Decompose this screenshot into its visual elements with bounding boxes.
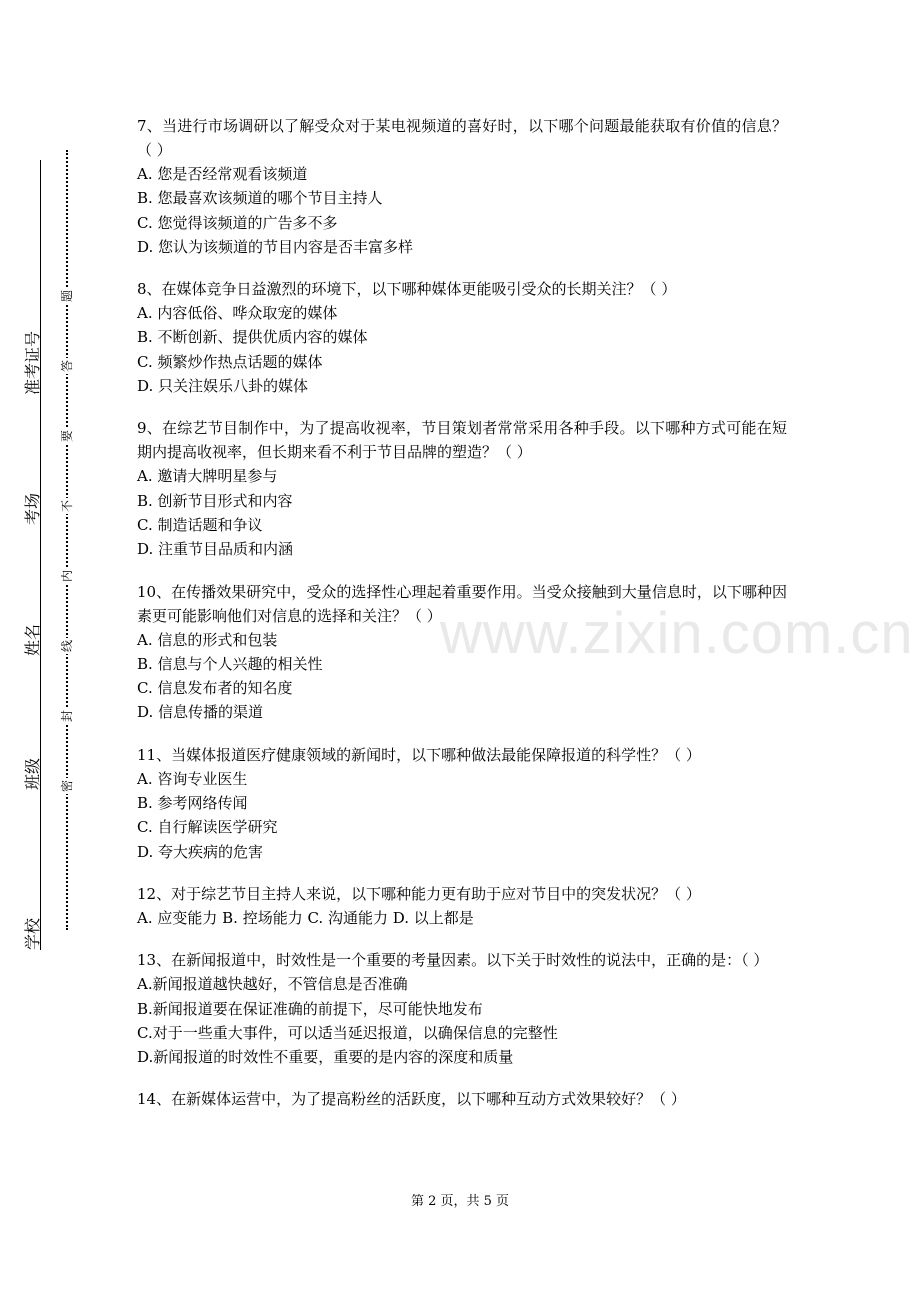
- seal-char: 封: [60, 710, 74, 723]
- watermark: www.zixin.com.cn: [440, 601, 914, 666]
- option-d: D. 信息传播的渠道: [137, 703, 264, 722]
- seal-char: 答: [60, 360, 74, 373]
- seal-dotted-line: [66, 150, 68, 930]
- option-b: B. 不断创新、提供优质内容的媒体: [137, 328, 368, 347]
- option-c: C. 您觉得该频道的广告多不多: [137, 213, 338, 232]
- option-b: B. 信息与个人兴趣的相关性: [137, 654, 323, 673]
- option-a: A. 邀请大牌明星参与: [137, 467, 278, 486]
- option-b: B. 您最喜欢该频道的哪个节目主持人: [137, 189, 383, 208]
- question-list: [137, 114, 787, 1129]
- option-a: A. 您是否经常观看该频道: [137, 165, 308, 183]
- seal-char: 内: [60, 570, 74, 583]
- options-inline: A. 应变能力 B. 控场能力 C. 沟通能力 D. 以上都是: [137, 908, 474, 927]
- seal-char: 线: [60, 640, 74, 653]
- question-8: [137, 277, 787, 398]
- question-text: 13、在新闻报道中，时效性是一个重要的考量因素。以下关于时效性的说法中，正确的是：（ ）: [137, 951, 769, 970]
- question-text: 7、当进行市场调研以了解受众对于某电视频道的喜好时，以下哪个问题最能获取有价值的信息？（ ）: [137, 117, 787, 159]
- school-label: 学校: [23, 917, 42, 950]
- question-text: 9、在综艺节目制作中，为了提高收视率，节目策划者常常采用各种手段。以下哪种方式可能在短期内提高收视率，但长期来看不利于节目品牌的塑造？（ ）: [137, 419, 787, 462]
- option-c: C. 制造话题和争议: [137, 515, 263, 534]
- question-text: 12、对于综艺节目主持人来说，以下哪种能力更有助于应对节目中的突发状况？（ ）: [137, 884, 701, 903]
- question-text: 8、在媒体竞争日益激烈的环境下，以下哪种媒体更能吸引受众的长期关注？（ ）: [137, 280, 677, 299]
- page-number: 第 2 页，共 5 页: [410, 1194, 510, 1209]
- option-a: A.新闻报道越快越好，不管信息是否准确: [137, 975, 408, 994]
- option-a: A. 咨询专业医生: [137, 769, 248, 788]
- option-d: D. 夸大疾病的危害: [137, 842, 264, 861]
- exam-room-label: 考场: [23, 492, 42, 525]
- option-d: D. 您认为该频道的节目内容是否丰富多样: [137, 237, 414, 256]
- option-b: B.新闻报道要在保证准确的前提下，尽可能快地发布: [137, 999, 483, 1018]
- question-text: 14、在新媒体运营中，为了提高粉丝的活跃度，以下哪种互动方式效果较好？（ ）: [137, 1090, 686, 1109]
- seal-char: 要: [60, 430, 74, 443]
- option-b: B. 创新节目形式和内容: [137, 491, 293, 510]
- option-c: C. 信息发布者的知名度: [137, 679, 293, 698]
- option-d: D.新闻报道的时效性不重要，重要的是内容的深度和质量: [137, 1048, 514, 1067]
- exam-number-label: 准考证号: [23, 330, 42, 395]
- option-d: D. 只关注娱乐八卦的媒体: [137, 377, 309, 396]
- option-c: C. 自行解读医学研究: [137, 818, 278, 837]
- seal-char: 密: [60, 780, 74, 793]
- question-9: [137, 416, 787, 561]
- seal-char: 题: [60, 290, 74, 303]
- option-b: B. 参考网络传闻: [137, 794, 248, 813]
- option-c: C. 频繁炒作热点话题的媒体: [137, 352, 323, 371]
- option-a: A. 内容低俗、哗众取宠的媒体: [137, 304, 338, 323]
- option-d: D. 注重节目品质和内涵: [137, 540, 294, 559]
- seal-char: 不: [60, 500, 74, 513]
- question-14: [137, 1087, 787, 1111]
- option-c: C.对于一些重大事件，可以适当延迟报道，以确保信息的完整性: [137, 1023, 558, 1042]
- option-a: A. 信息的形式和包装: [137, 630, 278, 649]
- question-13: [137, 948, 787, 1069]
- question-11: [137, 743, 787, 864]
- question-12: [137, 882, 787, 930]
- binding-line: [40, 160, 41, 950]
- class-label: 班级: [23, 757, 42, 790]
- question-text: 10、在传播效果研究中，受众的选择性心理起着重要作用。当受众接触到大量信息时，以下哪种因素更可能影响他们对信息的选择和关注？（ ）: [137, 582, 787, 625]
- question-7: [137, 114, 787, 259]
- question-text: 11、当媒体报道医疗健康领域的新闻时，以下哪种做法最能保障报道的科学性？（ ）: [137, 745, 701, 764]
- name-label: 姓名: [23, 623, 42, 656]
- question-10: [137, 580, 787, 725]
